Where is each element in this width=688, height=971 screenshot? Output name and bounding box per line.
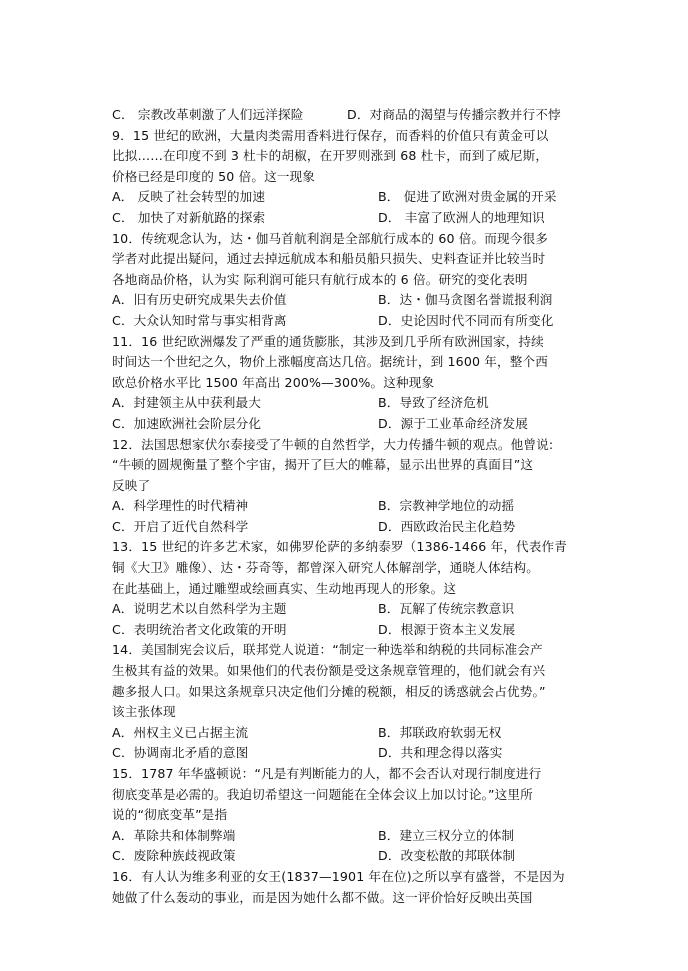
- text-line: 学者对此提出疑问，通过去掉远航成本和船员船只损失、史料查证并比较当时: [112, 251, 546, 267]
- option-right: D．共和理念得以落实: [378, 745, 503, 761]
- option-left: A． 反映了社会转型的加速: [112, 189, 266, 205]
- option-row: [112, 311, 587, 332]
- option-right: D． 丰富了欧洲人的地理知识: [378, 209, 545, 225]
- text-line: 各地商品价格，认为实 际利润可能只有航行成本的 6 倍。研究的变化表明: [112, 271, 528, 287]
- text-line: 她做了什么轰动的事业，而是因为她什么都不做。这一评价恰好反映出英国: [112, 889, 533, 905]
- text-line: 11．16 世纪欧洲爆发了严重的通货膨胀，其涉及到几乎所有欧洲国家，持续: [112, 333, 544, 349]
- option-row: [112, 414, 587, 435]
- option-right: B．邦联政府软弱无权: [378, 724, 502, 740]
- option-row: [112, 187, 587, 208]
- text-line: 趣多报人口。如果这条规章只决定他们分摊的税额，相反的诱惑就会占优势。”: [112, 683, 546, 699]
- text-line: 彻底变革是必需的。我迫切希望这一问题能在全体会议上加以讨论。”这里所: [112, 786, 533, 802]
- option-right: B． 促进了欧洲对贵金属的开采: [378, 189, 557, 205]
- text-line: 欧总价格水平比 1500 年高出 200%—300%。这种现象: [112, 374, 435, 390]
- option-right: D．根源于资本主义发展: [378, 621, 516, 637]
- text-line: 10．传统观念认为，达・伽马首航利润是全部航行成本的 60 倍。而现今很多: [112, 230, 549, 246]
- option-row: [112, 496, 587, 517]
- option-left: A．科学理性的时代精神: [112, 498, 249, 514]
- option-left: C．表明统治者文化政策的开明: [112, 621, 287, 637]
- option-row: [112, 620, 587, 641]
- option-left: A．说明艺术以自然科学为主题: [112, 601, 287, 617]
- option-row: [112, 723, 587, 744]
- option-right: D．对商品的渴望与传播宗教并行不悖: [347, 107, 561, 122]
- option-right: D．源于工业革命经济发展: [378, 415, 529, 431]
- option-left: C．大众认知时常与事实相背离: [112, 312, 287, 328]
- option-left: A．州权主义已占据主流: [112, 724, 249, 740]
- option-row: [112, 393, 587, 414]
- option-right: B．达・伽马贪图名誉谎报利润: [378, 292, 553, 308]
- text-line: 在此基础上，通过雕塑或绘画真实、生动地再现人的形象。这: [112, 580, 457, 596]
- text-line: 比拟……在印度不到 3 杜卡的胡椒，在开罗则涨到 68 杜卡，而到了威尼斯，: [112, 148, 549, 164]
- option-right: D．改变松散的邦联体制: [378, 848, 516, 864]
- option-left: C．协调南北矛盾的意图: [112, 745, 249, 761]
- question-text-block: [112, 105, 587, 908]
- option-right: B．建立三权分立的体制: [378, 827, 515, 843]
- text-line: 该主张体现: [112, 704, 176, 720]
- option-right: D．史论因时代不同而有所变化: [378, 312, 554, 328]
- text-line: 铜《大卫》雕像）、达・芬奇等，都曾深入研究人体解剖学，通晓人体结构。: [112, 560, 539, 576]
- text-line: “牛顿的圆规衡量了整个宇宙，揭开了巨大的帷幕，显示出世界的真面目”这: [112, 457, 534, 473]
- option-left: A．革除共和体制弊端: [112, 827, 236, 843]
- text-line: 15．1787 年华盛顿说：“凡是有判断能力的人，都不会否认对现行制度进行: [112, 766, 542, 781]
- option-left: C． 加快了对新航路的探索: [112, 209, 266, 225]
- option-left: A．旧有历史研究成果失去价值: [112, 292, 287, 308]
- option-left: C．废除种族歧视政策: [112, 848, 236, 864]
- option-right: D．西欧政治民主化趋势: [378, 518, 516, 534]
- option-right: B．瓦解了传统宗教意识: [378, 601, 515, 617]
- option-row: [112, 208, 587, 229]
- option-row: [112, 517, 587, 538]
- option-left: C．开启了近代自然科学: [112, 518, 249, 534]
- option-row: [112, 105, 587, 126]
- option-row: [112, 826, 587, 847]
- option-row: [112, 599, 587, 620]
- text-line: 时间达一个世纪之久，物价上涨幅度高达几倍。据统计，到 1600 年，整个西: [112, 354, 549, 370]
- text-line: 9．15 世纪的欧洲，大量肉类需用香料进行保存，而香料的价值只有黄金可以: [112, 127, 549, 143]
- option-row: [112, 743, 587, 764]
- text-line: 价格已经是印度的 50 倍。这一现象: [112, 168, 316, 184]
- option-row: [112, 846, 587, 867]
- text-line: 13．15 世纪的许多艺术家，如佛罗伦萨的多纳泰罗（1386-1466 年，代表作青: [112, 539, 568, 555]
- option-left: C．加速欧洲社会阶层分化: [112, 415, 262, 431]
- text-line: 说的“彻底变革”是指: [112, 807, 228, 823]
- text-line: 16．有人认为维多利亚的女王(1837—1901 年在位)之所以享有盛誉，不是因为: [112, 868, 565, 884]
- text-line: 14．美国制宪会议后，联邦党人说道：“制定一种选举和纳税的共同标准会产: [112, 642, 543, 658]
- option-left: A．封建领主从中获利最大: [112, 395, 261, 411]
- text-line: 12．法国思想家伏尔泰接受了牛顿的自然哲学，大力传播牛顿的观点。他曾说:: [112, 436, 554, 452]
- option-right: B．导致了经济危机: [378, 395, 489, 411]
- option-right: B．宗教神学地位的动摇: [378, 498, 515, 514]
- option-row: [112, 290, 587, 311]
- option-left: C． 宗教改革刺激了人们远洋探险: [112, 107, 304, 122]
- text-line: 反映了: [112, 477, 151, 493]
- text-line: 生极其有益的效果。如果他们的代表份额是受这条规章管理的，他们就会有兴: [112, 663, 546, 679]
